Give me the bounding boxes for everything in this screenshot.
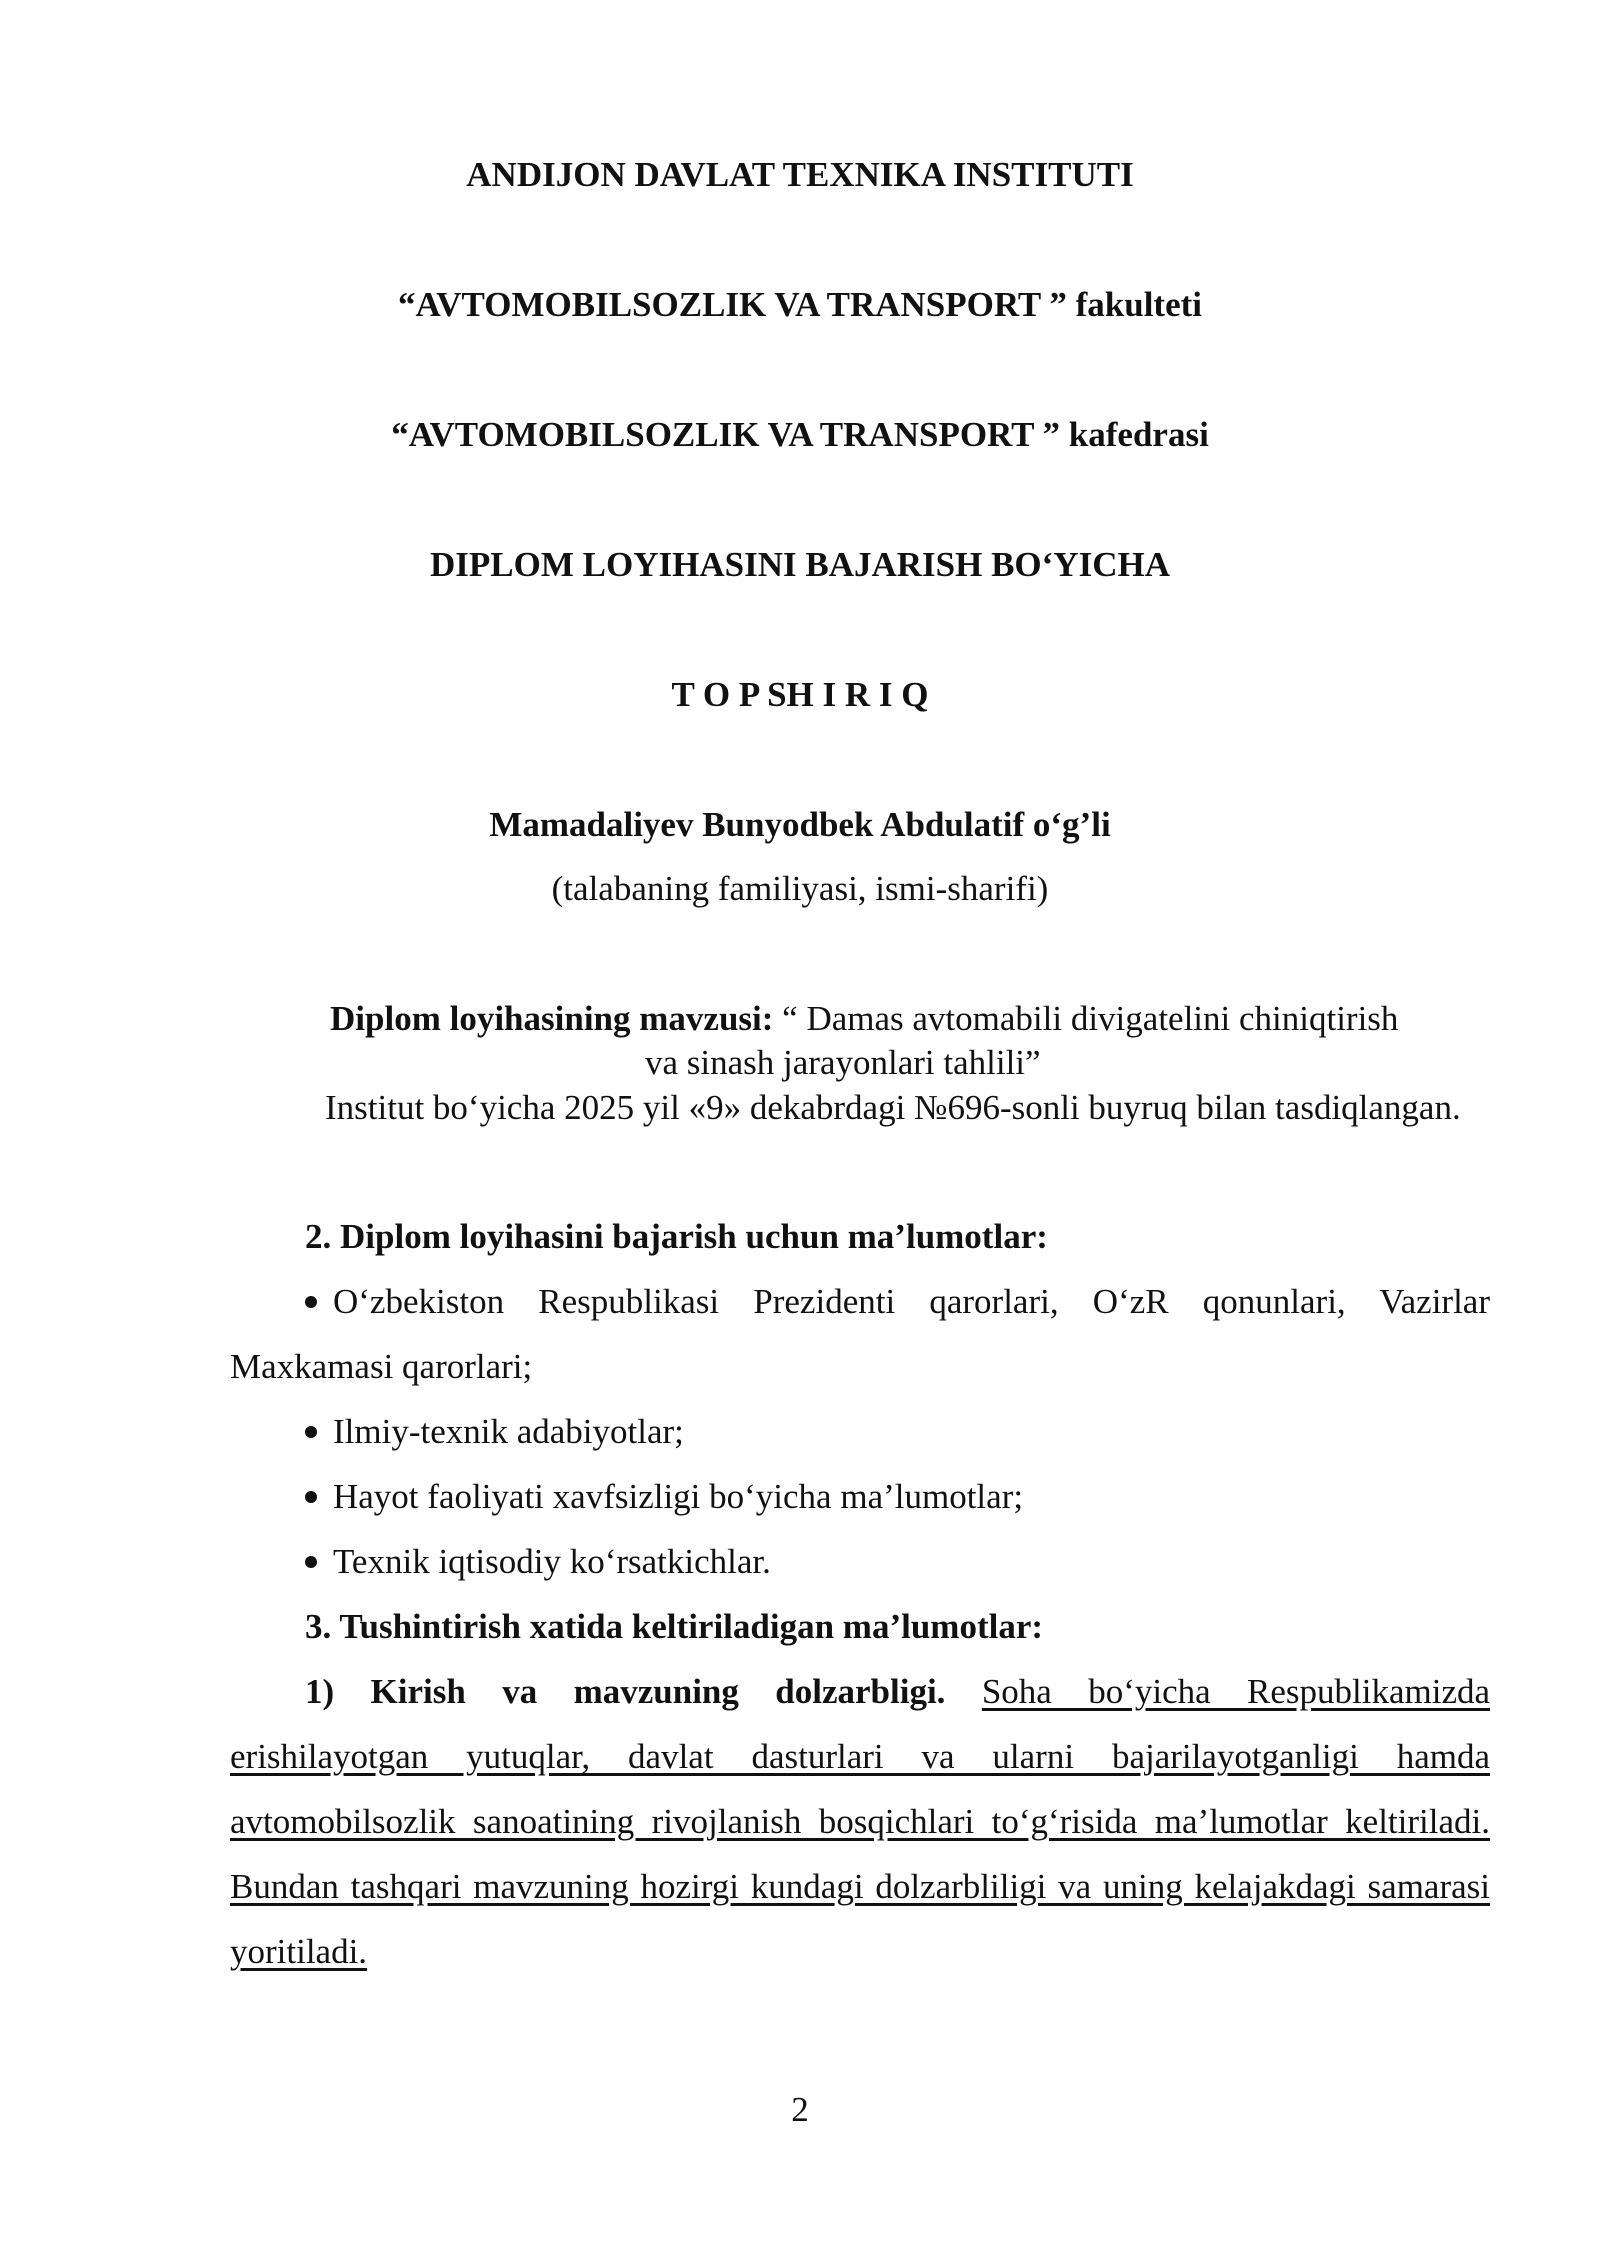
topic-label: Diplom loyihasining mavzusi: [330, 999, 774, 1038]
section-2-item-3-text: Hayot faoliyati xavfsizligi bo‘yicha ma’lumotlar; [333, 1477, 1024, 1516]
bullet-icon [305, 1556, 317, 1568]
bullet-icon [305, 1426, 317, 1438]
section-2-item-4-text: Texnik iqtisodiy ko‘rsatkichlar. [333, 1542, 771, 1581]
section-2-heading: 2. Diplom loyihasini bajarish uchun ma’lumotlar: [305, 1217, 1048, 1256]
topic-line-1 [330, 997, 1398, 1041]
page-number: 2 [791, 2090, 809, 2129]
section-2-item-2 [305, 1410, 684, 1454]
section-3-item-1-label: 1) Kirish va mavzuning dolzarbligi. [305, 1672, 946, 1711]
section-2-item-3 [305, 1475, 1023, 1519]
approval-paragraph: Institut bo‘yicha 2025 yil «9» dekabrdagi №696-sonli buyruq bilan tasdiqlangan. [325, 1088, 1461, 1127]
section-3-item-1 [230, 1659, 1490, 1984]
topic-text-2: va sinash jarayonlari tahlili” [645, 1043, 1041, 1082]
faculty-title: “AVTOMOBILSOZLIK VA TRANSPORT ” fakulteti [398, 285, 1202, 324]
assignment-word: T O P SH I R I Q [671, 675, 929, 714]
section-2-item-2-text: Ilmiy-texnik adabiyotlar; [333, 1412, 684, 1451]
student-name: Mamadaliyev Bunyodbek Abdulatif o‘g’li [489, 805, 1111, 844]
department-title: “AVTOMOBILSOZLIK VA TRANSPORT ” kafedrasi [391, 415, 1209, 454]
section-2-item-1 [230, 1269, 1490, 1399]
assignment-title: DIPLOM LOYIHASINI BAJARISH BO‘YICHA [430, 545, 1170, 584]
section-3-heading: 3. Tushintirish xatida keltiriladigan ma’lumotlar: [305, 1607, 1044, 1646]
topic-text-1: “ Damas avtomabili divigatelini chiniqtirish [782, 999, 1399, 1038]
bullet-icon [305, 1296, 317, 1308]
section-2-item-1-text: O‘zbekiston Respublikasi Prezidenti qarorlari, O‘zR qonunlari, Vazirlar Maxkamasi qarorlari; [230, 1282, 1490, 1386]
bullet-icon [305, 1491, 317, 1503]
student-caption: (talabaning familiyasi, ismi-sharifi) [551, 869, 1049, 908]
section-3-item-1-text: Soha bo‘yicha Respublikamizda erishilayotgan yutuqlar, davlat dasturlari va ularni bajarilayotganligi hamda avtomobilsozlik sanoatining rivojlanish bosqichlari to‘g‘risida ma’lumotlar keltiriladi. Bundan tashqari mavzuning hozirgi kundagi dolzarbliligi va uning kelajakdagi samarasi yoritiladi. [230, 1672, 1491, 1971]
institute-title: ANDIJON DAVLAT TEXNIKA INSTITUTI [466, 155, 1134, 194]
section-2-item-4 [305, 1540, 771, 1584]
